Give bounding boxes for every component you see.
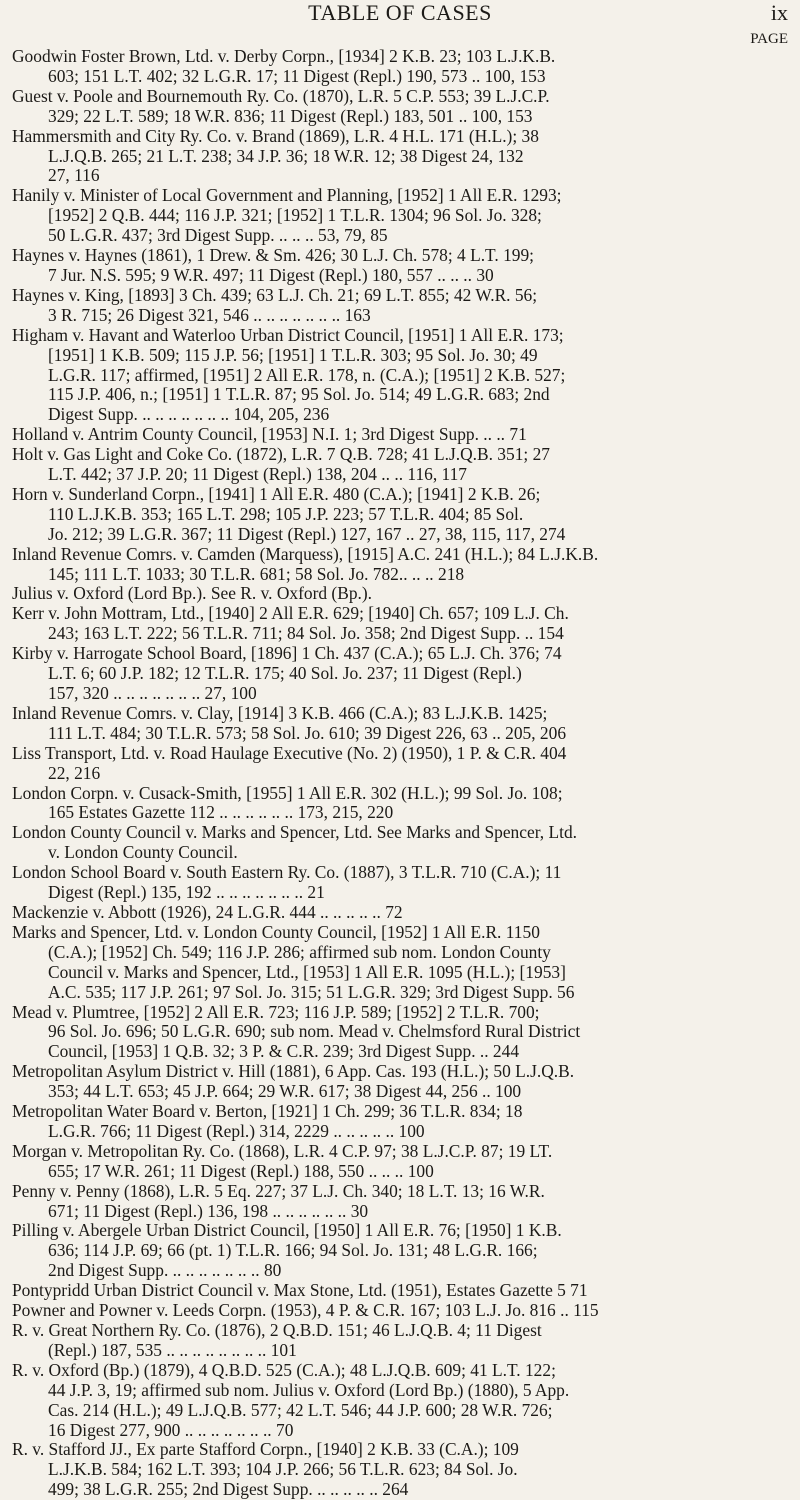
case-citation-line: R. v. Stafford JJ., Ex parte Stafford Corpn., [1940] 2 K.B. 33 (C.A.); 109 (12, 1440, 519, 1460)
case-citation-continuation: 110 L.J.K.B. 353; 165 L.T. 298; 105 J.P. 223; 57 T.L.R. 404; 85 Sol. (48, 504, 524, 524)
case-citation-line: Kerr v. John Mottram, Ltd., [1940] 2 All E.R. 629; [1940] Ch. 657; 109 L.J. Ch. (12, 604, 569, 624)
case-citation-continuation: 7 Jur. N.S. 595; 9 W.R. 497; 11 Digest (Repl.) 180, 557 .. .. .. 30 (48, 265, 494, 285)
case-citation-continuation: v. London County Council. (48, 843, 238, 863)
case-citation-line: Marks and Spencer, Ltd. v. London County Council, [1952] 1 All E.R. 1150 (12, 922, 540, 942)
case-citation-continuation: 111 L.T. 484; 30 T.L.R. 573; 58 Sol. Jo. 610; 39 Digest 226, 63 .. 205, 206 (48, 723, 567, 743)
case-citation-line: Powner and Powner v. Leeds Corpn. (1953), 4 P. & C.R. 167; 103 L.J. Jo. 816 .. 115 (12, 1301, 599, 1321)
case-citation-continuation: 22, 216 (48, 763, 101, 783)
case-citation-continuation: Council, [1953] 1 Q.B. 32; 3 P. & C.R. 239; 3rd Digest Supp. .. 244 (48, 1042, 520, 1062)
case-citation-continuation: 165 Estates Gazette 112 .. .. .. .. .. .. 173, 215, 220 (48, 803, 394, 823)
case-entry (12, 1301, 791, 1321)
case-citation-continuation: [1951] 1 K.B. 509; 115 J.P. 56; [1951] 1 T.L.R. 303; 95 Sol. Jo. 30; 49 (48, 345, 538, 365)
case-entry (12, 485, 791, 545)
case-citation-continuation: 329; 22 L.T. 589; 18 W.R. 836; 11 Digest (Repl.) 183, 501 .. 100, 153 (48, 106, 533, 126)
case-citation-line: Haynes v. Haynes (1861), 1 Drew. & Sm. 426; 30 L.J. Ch. 578; 4 L.T. 199; (12, 246, 534, 266)
case-entry (12, 604, 791, 644)
case-citation-line: London School Board v. South Eastern Ry. Co. (1887), 3 T.L.R. 710 (C.A.); 11 (12, 863, 562, 883)
case-citation-continuation: 603; 151 L.T. 402; 32 L.G.R. 17; 11 Digest (Repl.) 190, 573 .. 100, 153 (48, 66, 546, 86)
case-citation-continuation: 353; 44 L.T. 653; 45 J.P. 664; 29 W.R. 617; 38 Digest 44, 256 .. 100 (48, 1082, 522, 1102)
case-citation-line: Penny v. Penny (1868), L.R. 5 Eq. 227; 37 L.J. Ch. 340; 18 L.T. 13; 16 W.R. (12, 1181, 545, 1201)
case-citation-continuation: L.J.Q.B. 265; 21 L.T. 238; 34 J.P. 36; 18 W.R. 12; 38 Digest 24, 132 (48, 146, 524, 166)
case-citation-line: R. v. Oxford (Bp.) (1879), 4 Q.B.D. 525 (C.A.); 48 L.J.Q.B. 609; 41 L.T. 122; (12, 1360, 556, 1380)
case-entry (12, 1440, 791, 1500)
case-citation-line: Mead v. Plumtree, [1952] 2 All E.R. 723; 116 J.P. 589; [1952] 2 T.L.R. 700; (12, 1002, 540, 1022)
case-citation-continuation: 3 R. 715; 26 Digest 321, 546 .. .. .. .. .. .. .. 163 (48, 305, 371, 325)
case-entry (12, 644, 791, 704)
case-citation-line: Higham v. Havant and Waterloo Urban District Council, [1951] 1 All E.R. 173; (12, 325, 564, 345)
running-title: TABLE OF CASES (308, 0, 492, 25)
case-citation-continuation: 27, 116 (48, 166, 100, 186)
case-citation-line: London Corpn. v. Cusack-Smith, [1955] 1 All E.R. 302 (H.L.); 99 Sol. Jo. 108; (12, 783, 563, 803)
case-citation-line: London County Council v. Marks and Spencer, Ltd. See Marks and Spencer, Ltd. (12, 823, 577, 843)
case-entry (12, 863, 791, 903)
case-citation-continuation: 157, 320 .. .. .. .. .. .. .. 27, 100 (48, 684, 257, 703)
case-citation-continuation: Council v. Marks and Spencer, Ltd., [1953] 1 All E.R. 1095 (H.L.); [1953] (48, 962, 566, 982)
case-citation-line: Hanily v. Minister of Local Government and Planning, [1952] 1 All E.R. 1293; (12, 186, 562, 206)
case-citation-continuation: 499; 38 L.G.R. 255; 2nd Digest Supp. .. .. .. .. .. 264 (48, 1480, 409, 1500)
case-citation-continuation: 96 Sol. Jo. 696; 50 L.G.R. 690; sub nom. Mead v. Chelmsford Rural District (48, 1022, 581, 1042)
case-citation-continuation: 16 Digest 277, 900 .. .. .. .. .. .. .. 70 (48, 1420, 294, 1440)
case-citation-line: Inland Revenue Comrs. v. Camden (Marquess), [1915] A.C. 241 (H.L.); 84 L.J.K.B. (12, 544, 599, 564)
case-citation-line: Horn v. Sunderland Corpn., [1941] 1 All E.R. 480 (C.A.); [1941] 2 K.B. 26; (12, 484, 541, 504)
case-entry (12, 584, 791, 604)
case-entry (12, 784, 791, 824)
case-citation-line: Hammersmith and City Ry. Co. v. Brand (1869), L.R. 4 H.L. 171 (H.L.); 38 (12, 126, 539, 146)
case-citation-continuation: 655; 17 W.R. 261; 11 Digest (Repl.) 188, 550 .. .. .. 100 (48, 1161, 434, 1181)
case-entry (12, 246, 791, 286)
case-entry (12, 545, 791, 585)
case-citation-continuation: L.T. 442; 37 J.P. 20; 11 Digest (Repl.) 138, 204 .. .. 116, 117 (48, 465, 467, 485)
case-entry (12, 87, 791, 127)
case-citation-line: Liss Transport, Ltd. v. Road Haulage Executive (No. 2) (1950), 1 P. & C.R. 404 (12, 743, 567, 763)
case-citation-continuation: Digest Supp. .. .. .. .. .. .. .. 104, 205, 236 (48, 405, 330, 425)
case-citation-line: Inland Revenue Comrs. v. Clay, [1914] 3 K.B. 466 (C.A.); 83 L.J.K.B. 1425; (12, 703, 548, 723)
case-entry (12, 47, 791, 87)
case-citation-line: Morgan v. Metropolitan Ry. Co. (1868), L.R. 4 C.P. 97; 38 L.J.C.P. 87; 19 LT. (12, 1141, 553, 1161)
case-citation-continuation: [1952] 2 Q.B. 444; 116 J.P. 321; [1952] 1 T.L.R. 1304; 96 Sol. Jo. 328; (48, 206, 542, 226)
case-table (12, 47, 791, 1500)
case-entry (12, 127, 791, 187)
case-citation-continuation: (C.A.); [1952] Ch. 549; 116 J.P. 286; affirmed sub nom. London County (48, 942, 551, 962)
case-entry (12, 1142, 791, 1182)
case-entry (12, 1221, 791, 1281)
case-entry (12, 1182, 791, 1222)
case-citation-line: Julius v. Oxford (Lord Bp.). See R. v. Oxford (Bp.). (12, 584, 373, 604)
case-citation-continuation: (Repl.) 187, 535 .. .. .. .. .. .. .. .. 101 (48, 1340, 297, 1360)
case-citation-continuation: L.G.R. 766; 11 Digest (Repl.) 314, 2229 .. .. .. .. .. 100 (48, 1121, 425, 1141)
case-citation-continuation: 115 J.P. 406, n.; [1951] 1 T.L.R. 87; 95 Sol. Jo. 514; 49 L.G.R. 683; 2nd (48, 385, 550, 405)
case-citation-line: Haynes v. King, [1893] 3 Ch. 439; 63 L.J. Ch. 21; 69 L.T. 855; 42 W.R. 56; (12, 285, 538, 305)
case-citation-line: Goodwin Foster Brown, Ltd. v. Derby Corpn., [1934] 2 K.B. 23; 103 L.J.K.B. (12, 47, 556, 66)
case-citation-line: Holt v. Gas Light and Coke Co. (1872), L.R. 7 Q.B. 728; 41 L.J.Q.B. 351; 27 (12, 445, 550, 465)
case-citation-line: Holland v. Antrim County Council, [1953] N.I. 1; 3rd Digest Supp. .. .. 71 (12, 425, 527, 445)
case-citation-continuation: Jo. 212; 39 L.G.R. 367; 11 Digest (Repl.) 127, 167 .. 27, 38, 115, 117, 274 (48, 524, 566, 544)
case-citation-continuation: L.J.K.B. 584; 162 L.T. 393; 104 J.P. 266; 56 T.L.R. 623; 84 Sol. Jo. (48, 1460, 518, 1480)
case-entry (12, 1321, 791, 1361)
case-citation-continuation: 2nd Digest Supp. .. .. .. .. .. .. .. 80 (48, 1261, 282, 1281)
case-citation-line: Mackenzie v. Abbott (1926), 24 L.G.R. 444 .. .. .. .. .. 72 (12, 902, 403, 922)
case-citation-line: Pilling v. Abergele Urban District Council, [1950] 1 All E.R. 76; [1950] 1 K.B. (12, 1221, 562, 1241)
case-citation-continuation: L.T. 6; 60 J.P. 182; 12 T.L.R. 175; 40 Sol. Jo. 237; 11 Digest (Repl.) (48, 664, 522, 684)
case-citation-continuation: 44 J.P. 3, 19; affirmed sub nom. Julius v. Oxford (Lord Bp.) (1880), 5 App. (48, 1380, 570, 1400)
case-citation-line: Metropolitan Asylum District v. Hill (1881), 6 App. Cas. 193 (H.L.); 50 L.J.Q.B. (12, 1062, 575, 1082)
case-citation-continuation: 243; 163 L.T. 222; 56 T.L.R. 711; 84 Sol. Jo. 358; 2nd Digest Supp. .. 154 (48, 624, 564, 644)
case-entry (12, 445, 791, 485)
case-entry (12, 744, 791, 784)
case-entry (12, 923, 791, 1003)
case-citation-line: Kirby v. Harrogate School Board, [1896] 1 Ch. 437 (C.A.); 65 L.J. Ch. 376; 74 (12, 644, 562, 664)
case-citation-continuation: A.C. 535; 117 J.P. 261; 97 Sol. Jo. 315; 51 L.G.R. 329; 3rd Digest Supp. 56 (48, 982, 575, 1002)
case-entry (12, 704, 791, 744)
case-entry (12, 1062, 791, 1102)
case-citation-continuation: 671; 11 Digest (Repl.) 136, 198 .. .. .. .. .. .. 30 (48, 1201, 369, 1221)
case-entry (12, 186, 791, 246)
case-citation-continuation: 50 L.G.R. 437; 3rd Digest Supp. .. .. .. 53, 79, 85 (48, 226, 388, 246)
case-citation-continuation: L.G.R. 117; affirmed, [1951] 2 All E.R. 178, n. (C.A.); [1951] 2 K.B. 527; (48, 365, 566, 385)
page-number: ix (770, 0, 788, 25)
case-entry (12, 425, 791, 445)
case-entry (12, 823, 791, 863)
case-citation-continuation: 145; 111 L.T. 1033; 30 T.L.R. 681; 58 Sol. Jo. 782.. .. .. 218 (48, 564, 465, 584)
case-entry (12, 1003, 791, 1063)
case-citation-continuation: Digest (Repl.) 135, 192 .. .. .. .. .. .. .. 21 (48, 883, 325, 903)
case-citation-line: Metropolitan Water Board v. Berton, [1921] 1 Ch. 299; 36 T.L.R. 834; 18 (12, 1102, 523, 1122)
case-entry (12, 903, 791, 923)
case-entry (12, 1281, 791, 1301)
case-entry (12, 286, 791, 326)
case-entry (12, 1361, 791, 1441)
case-citation-line: Pontypridd Urban District Council v. Max Stone, Ltd. (1951), Estates Gazette 5 71 (12, 1281, 588, 1301)
case-citation-line: R. v. Great Northern Ry. Co. (1876), 2 Q.B.D. 151; 46 L.J.Q.B. 4; 11 Digest (12, 1321, 542, 1340)
case-citation-continuation: 636; 114 J.P. 69; 66 (pt. 1) T.L.R. 166; 94 Sol. Jo. 131; 48 L.G.R. 166; (48, 1241, 538, 1261)
page-column-label: PAGE (750, 31, 788, 47)
case-citation-continuation: Cas. 214 (H.L.); 49 L.J.Q.B. 577; 42 L.T. 546; 44 J.P. 600; 28 W.R. 726; (48, 1400, 553, 1420)
case-citation-line: Guest v. Poole and Bournemouth Ry. Co. (1870), L.R. 5 C.P. 553; 39 L.J.C.P. (12, 86, 550, 106)
case-entry (12, 1102, 791, 1142)
case-entry (12, 326, 791, 426)
